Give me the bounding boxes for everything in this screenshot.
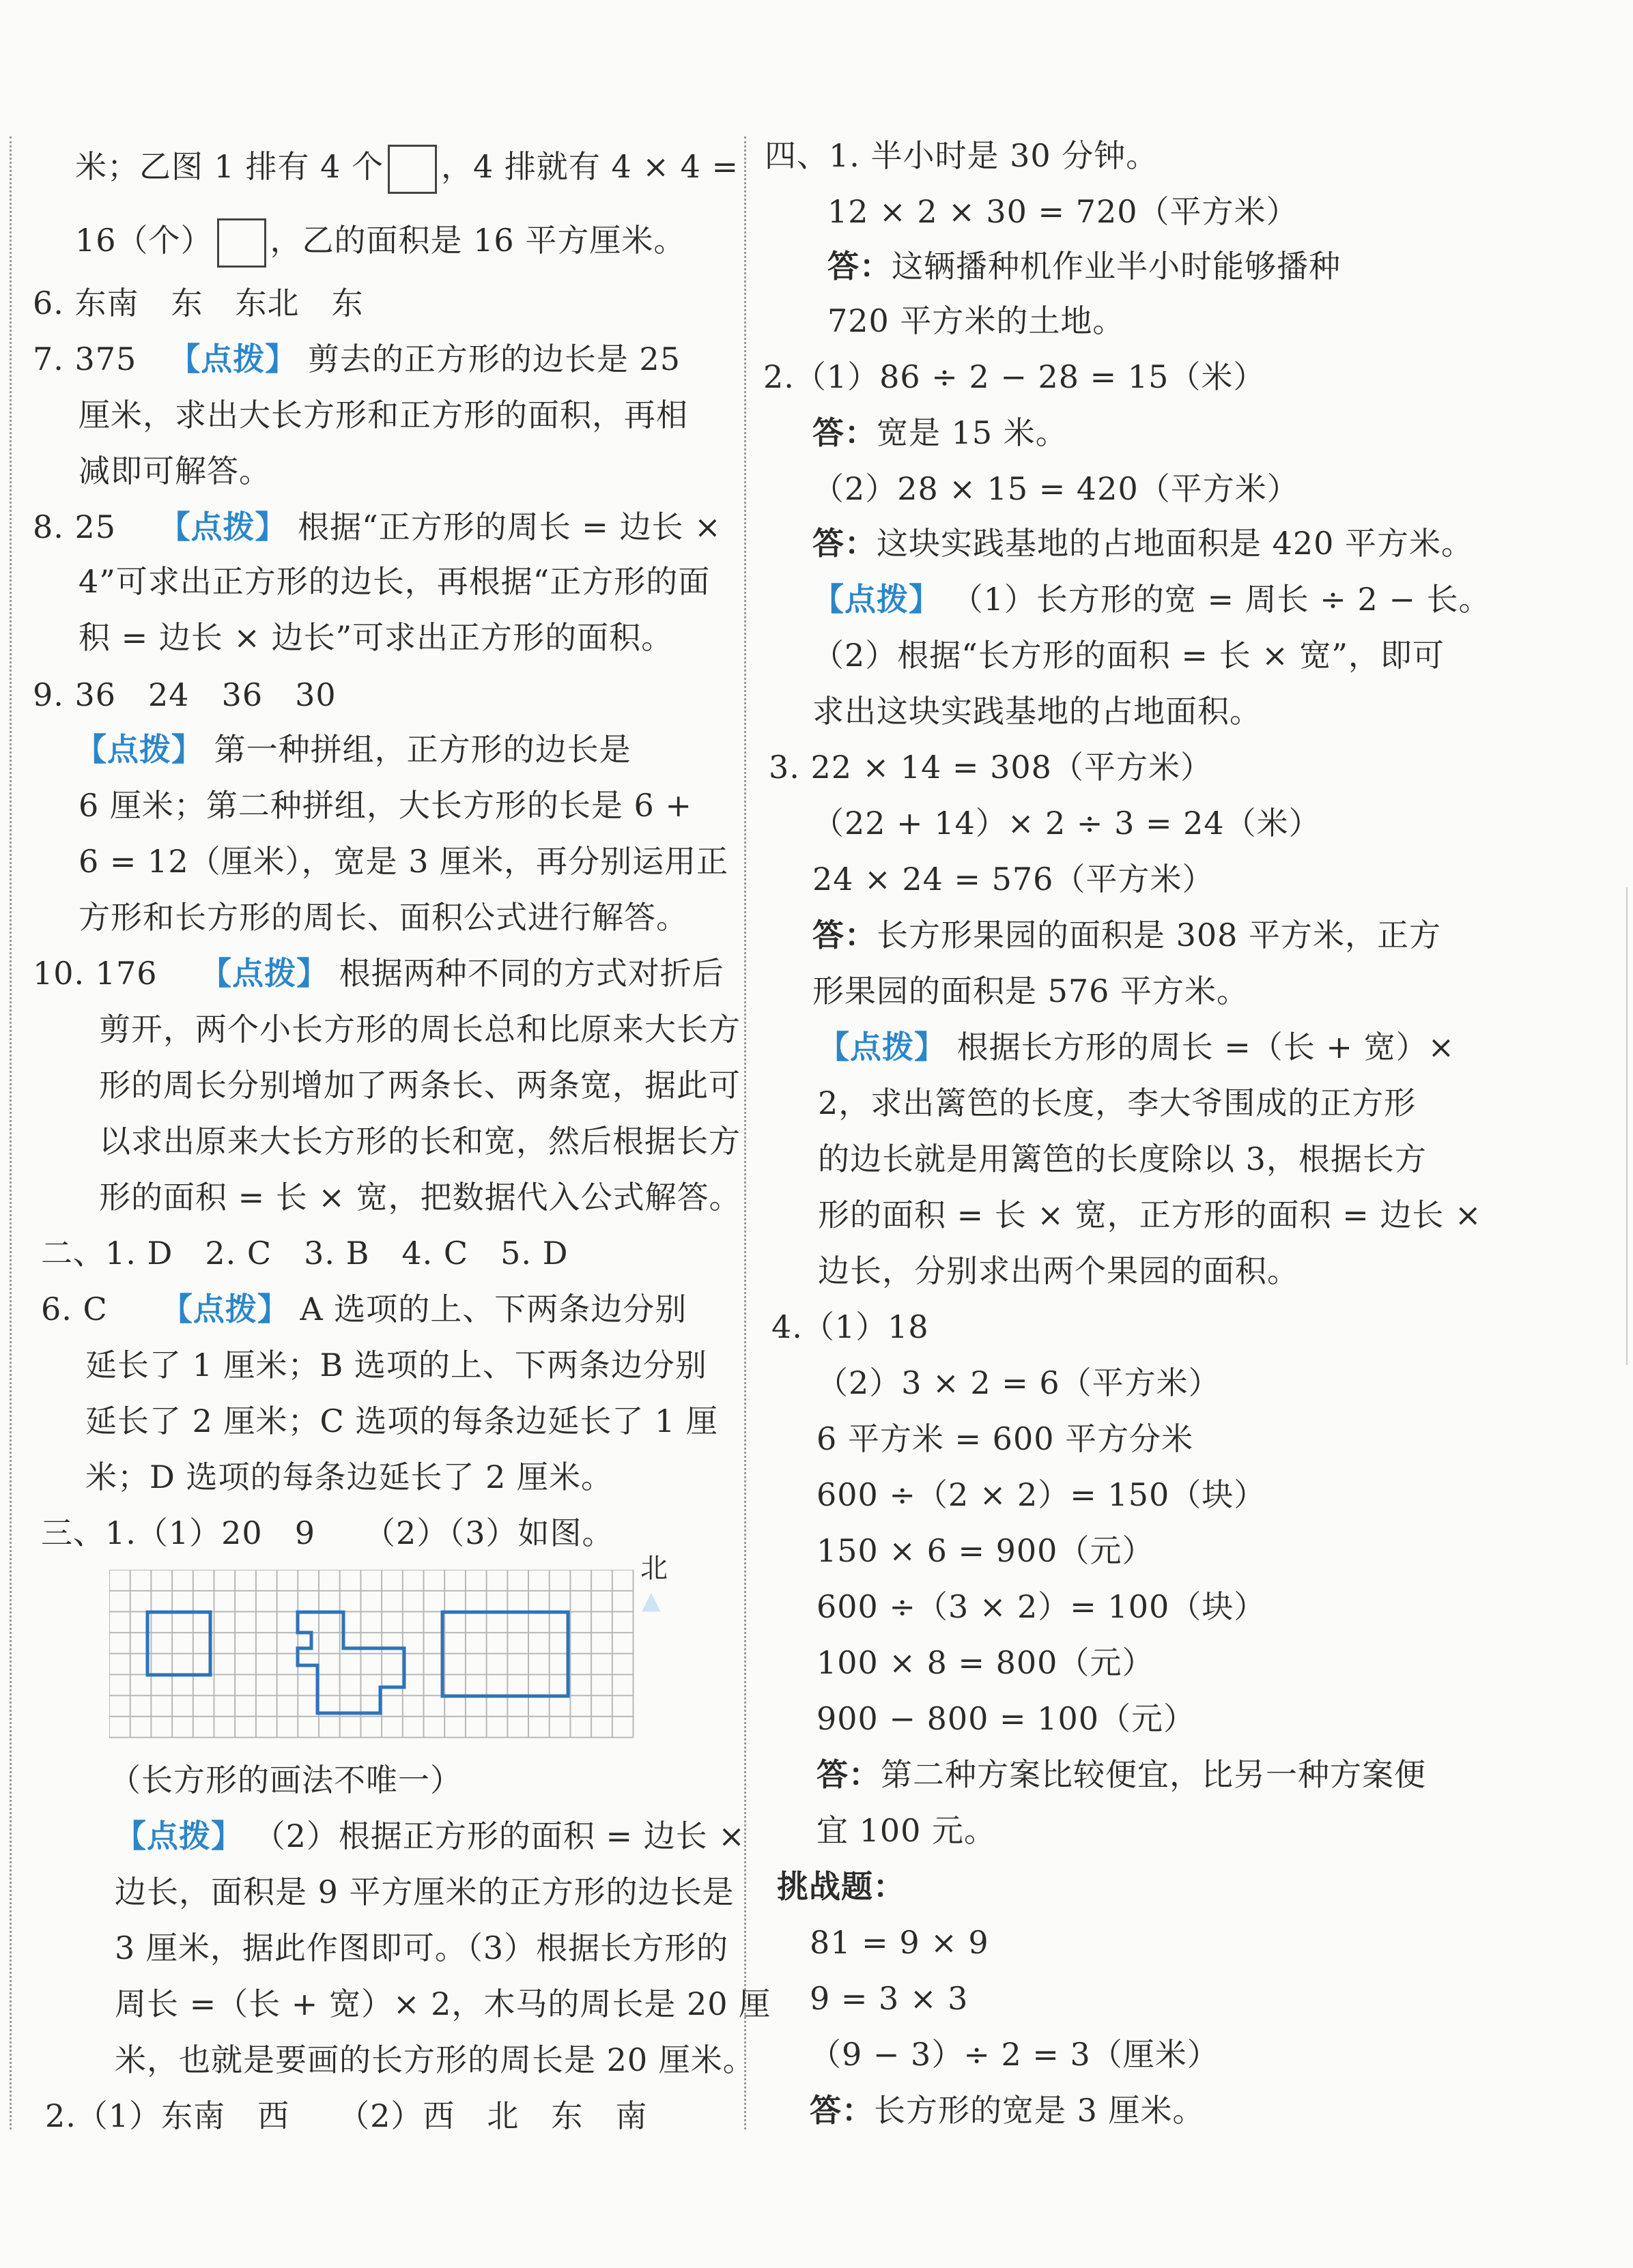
answer-line: 形果园的面积是 576 平方米。 bbox=[812, 973, 1249, 1009]
section-2-question-6 bbox=[41, 1289, 687, 1330]
note-line: （长方形的画法不唯一） bbox=[109, 1762, 462, 1798]
tip-text: （2）根据正方形的面积 = 边长 × bbox=[253, 1818, 746, 1854]
tip-label: 【点拨】 bbox=[200, 955, 329, 992]
answer: 6. C bbox=[41, 1291, 108, 1327]
answer: 7. 375 bbox=[33, 341, 137, 377]
tip-label: 【点拨】 bbox=[158, 508, 287, 545]
square-shape bbox=[147, 1612, 210, 1675]
tip-line: 厘米，求出大长方形和正方形的面积，再相 bbox=[79, 397, 688, 433]
equation-line: 81 = 9 × 9 bbox=[810, 1924, 989, 1961]
section-4-question-1: 四、1. 半小时是 30 分钟。 bbox=[765, 137, 1159, 174]
tip-text: 根据“正方形的周长 = 边长 × bbox=[298, 508, 722, 545]
tip-line: 边长，面积是 9 平方厘米的正方形的边长是 bbox=[115, 1874, 735, 1910]
text: 米；乙图 1 排有 4 个 bbox=[75, 148, 384, 185]
tip-label: 【点拨】 bbox=[75, 731, 203, 768]
answer-label: 答： bbox=[816, 1756, 881, 1793]
answer-text: 长方形果园的面积是 308 平方米，正方 bbox=[877, 917, 1442, 953]
tip-line: 3 厘米，据此作图即可。（3）根据长方形的 bbox=[115, 1929, 729, 1966]
tip-line: 积 = 边长 × 边长”可求出正方形的面积。 bbox=[79, 619, 674, 656]
equation-line: （2）3 × 2 = 6（平方米） bbox=[816, 1364, 1221, 1401]
tip-line: 边长，分别求出两个果园的面积。 bbox=[818, 1252, 1299, 1289]
equation-line: 6 平方米 = 600 平方分米 bbox=[816, 1420, 1194, 1457]
answer-line bbox=[810, 2090, 1205, 2131]
wooden-horse-shape bbox=[298, 1612, 404, 1713]
equation-line: 12 × 2 × 30 = 720（平方米） bbox=[827, 193, 1298, 230]
tip-line: 方形和长方形的周长、面积公式进行解答。 bbox=[79, 899, 688, 936]
tip-line: 4”可求出正方形的边长，再根据“正方形的面 bbox=[79, 563, 711, 600]
answer-text: 这辆播种机作业半小时能够播种 bbox=[892, 248, 1341, 285]
question-9: 9. 36 24 36 30 bbox=[33, 676, 337, 713]
question-8 bbox=[33, 506, 722, 547]
question-2-part-1: 2.（1）86 ÷ 2 − 28 = 15（米） bbox=[763, 358, 1266, 395]
equation-line: （2）28 × 15 = 420（平方米） bbox=[812, 470, 1299, 507]
equation-line: 24 × 24 = 576（平方米） bbox=[812, 861, 1215, 898]
answer-line bbox=[75, 218, 685, 268]
answer-text: 宽是 15 米。 bbox=[877, 414, 1068, 451]
tip-line: 米，也就是要画的长方形的周长是 20 厘米。 bbox=[115, 2041, 755, 2078]
tip-line: 形的面积 = 长 × 宽，把数据代入公式解答。 bbox=[99, 1179, 741, 1216]
tip-text: （1）长方形的宽 = 周长 ÷ 2 − 长。 bbox=[951, 581, 1491, 618]
tip-line: 周长 =（长 + 宽）× 2，木马的周长是 20 厘 bbox=[115, 1985, 771, 2022]
blank-box bbox=[217, 218, 266, 268]
tip-label: 【点拨】 bbox=[169, 341, 298, 377]
answer-label: 答： bbox=[812, 525, 877, 562]
question-4-part-1: 4.（1）18 bbox=[771, 1308, 929, 1345]
tip-line: 以求出原来大长方形的长和宽，然后根据长方 bbox=[99, 1123, 741, 1160]
equation-line: 150 × 6 = 900（元） bbox=[816, 1532, 1154, 1569]
question-3: 3. 22 × 14 = 308（平方米） bbox=[769, 749, 1212, 786]
tip-line: （2）根据“长方形的面积 = 长 × 宽”，即可 bbox=[812, 637, 1445, 674]
equation-line: 600 ÷（2 × 2）= 150（块） bbox=[816, 1476, 1266, 1513]
tip-line: 米；D 选项的每条边延长了 2 厘米。 bbox=[85, 1459, 614, 1495]
tip-line: 剪开，两个小长方形的周长总和比原来大长方 bbox=[99, 1011, 741, 1048]
tip-line: 延长了 1 厘米；B 选项的上、下两条边分别 bbox=[85, 1347, 707, 1383]
tip-line: 形的周长分别增加了两条长、两条宽，据此可 bbox=[99, 1067, 741, 1104]
answer-text: 第二种方案比较便宜，比另一种方案便 bbox=[881, 1756, 1426, 1793]
tip-text: 剪去的正方形的边长是 25 bbox=[307, 341, 681, 377]
section-2-answers: 二、1. D 2. C 3. B 4. C 5. D bbox=[41, 1235, 569, 1272]
tip-label: 【点拨】 bbox=[115, 1818, 243, 1854]
tip-line bbox=[812, 579, 1491, 620]
tip-text: 根据长方形的周长 =（长 + 宽）× bbox=[956, 1029, 1456, 1065]
answer-label: 答： bbox=[812, 414, 877, 451]
tip-line: 延长了 2 厘米；C 选项的每条边延长了 1 厘 bbox=[85, 1403, 718, 1439]
answer-line bbox=[812, 523, 1473, 564]
equation-line: 9 = 3 × 3 bbox=[810, 1980, 969, 2017]
tip-label: 【点拨】 bbox=[818, 1029, 946, 1065]
equation-line: 100 × 8 = 800（元） bbox=[816, 1644, 1154, 1681]
tip-label: 【点拨】 bbox=[160, 1291, 289, 1327]
tip-line bbox=[115, 1815, 746, 1856]
question-10 bbox=[33, 953, 724, 994]
equation-line: 900 − 800 = 100（元） bbox=[816, 1700, 1195, 1737]
answer-label: 答： bbox=[810, 2092, 874, 2129]
tip-line: 减即可解答。 bbox=[79, 453, 271, 489]
tip-line: 形的面积 = 长 × 宽，正方形的面积 = 边长 × bbox=[818, 1196, 1482, 1233]
north-arrow-icon: ▲ bbox=[642, 1587, 661, 1615]
equation-line: （22 + 14）× 2 ÷ 3 = 24（米） bbox=[812, 805, 1321, 842]
tip-line: 2，求出篱笆的长度，李大爷围成的正方形 bbox=[818, 1085, 1417, 1121]
tip-text: 根据两种不同的方式对折后 bbox=[339, 955, 724, 992]
tip-line: 6 厘米；第二种拼组，大长方形的长是 6 + bbox=[79, 787, 692, 824]
answer-text: 长方形的宽是 3 厘米。 bbox=[874, 2092, 1205, 2129]
text: ，4 排就有 4 × 4 = bbox=[441, 148, 739, 185]
tip-text: A 选项的上、下两条边分别 bbox=[300, 1291, 687, 1327]
section-3-question-1: 三、1.（1）20 9 （2）（3）如图。 bbox=[41, 1515, 614, 1551]
answer-label: 答： bbox=[827, 248, 892, 285]
answer-text: 这块实践基地的占地面积是 420 平方米。 bbox=[877, 525, 1474, 562]
equation-line: （9 − 3）÷ 2 = 3（厘米） bbox=[810, 2036, 1219, 2073]
tip-line bbox=[75, 729, 631, 770]
answer-line bbox=[812, 915, 1441, 956]
question-7 bbox=[33, 339, 681, 379]
grid-drawing bbox=[109, 1570, 642, 1740]
answer-line: 720 平方米的土地。 bbox=[827, 302, 1125, 339]
text: 16（个） bbox=[75, 222, 213, 259]
page-edge-mark bbox=[1626, 887, 1633, 1365]
challenge-heading: 挑战题： bbox=[777, 1868, 905, 1905]
section-3-question-2: 2.（1）东南 西 （2）西 北 东 南 bbox=[45, 2097, 648, 2134]
answer-line bbox=[75, 145, 739, 194]
answer-label: 答： bbox=[812, 917, 877, 953]
left-margin-divider bbox=[10, 137, 12, 2129]
equation-line: 600 ÷（3 × 2）= 100（块） bbox=[816, 1588, 1266, 1625]
tip-line: 6 = 12（厘米），宽是 3 厘米，再分别运用正 bbox=[79, 843, 729, 880]
answer-line bbox=[827, 246, 1341, 287]
answer: 10. 176 bbox=[33, 955, 158, 992]
tip-line bbox=[818, 1027, 1455, 1067]
answer-line bbox=[816, 1754, 1426, 1795]
text: ，乙的面积是 16 平方厘米。 bbox=[270, 222, 686, 259]
question-6: 6. 东南 东 东北 东 bbox=[33, 285, 364, 321]
answer-line bbox=[812, 412, 1068, 453]
answer-line: 宜 100 元。 bbox=[816, 1812, 997, 1849]
tip-label: 【点拨】 bbox=[812, 581, 941, 618]
north-label: 北 bbox=[640, 1553, 668, 1584]
answer: 8. 25 bbox=[33, 508, 117, 545]
blank-box bbox=[388, 145, 437, 194]
tip-text: 第一种拼组，正方形的边长是 bbox=[214, 731, 631, 768]
tip-line: 的边长就是用篱笆的长度除以 3，根据长方 bbox=[818, 1140, 1427, 1177]
tip-line: 求出这块实践基地的占地面积。 bbox=[812, 693, 1262, 730]
